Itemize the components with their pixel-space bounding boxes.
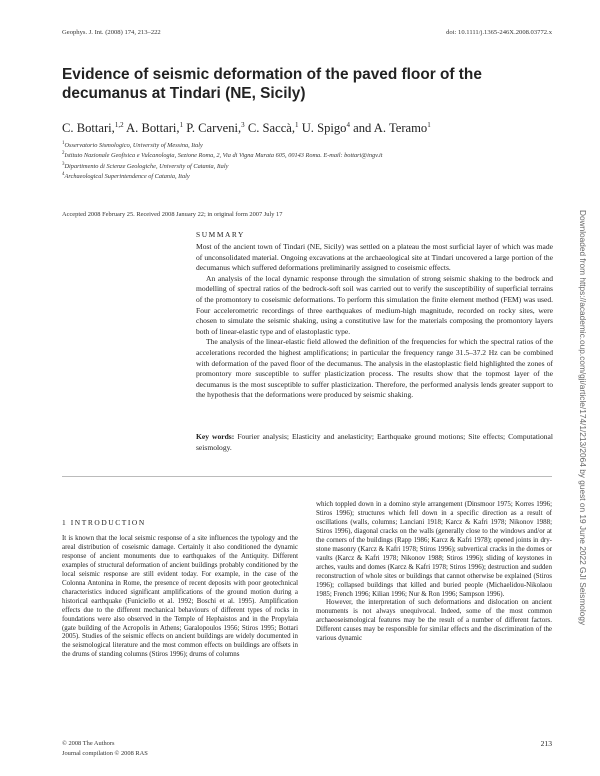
submission-history: Accepted 2008 February 25. Received 2008 January 22; in original form 2007 July 17	[62, 211, 283, 218]
author-list	[62, 121, 431, 136]
journal-section-mark: GJI Seismology	[578, 567, 588, 626]
download-watermark-text: Downloaded from https://academic.oup.com/gji/article/174/1/213/2064 by guest on 19 June 2022	[578, 210, 588, 565]
copyright-footer	[62, 739, 148, 758]
keywords	[196, 432, 553, 453]
author: and A. Teramo$^1$	[353, 121, 431, 136]
affiliation: $^3$Dipartimento di Scienze Geologiche, University of Catania, Italy	[62, 161, 229, 170]
affiliation: $^4$Archaeological Superintendence of Catania, Italy	[62, 171, 190, 180]
body-column-right	[316, 500, 552, 643]
copyright-line: © 2008 The Authors	[62, 740, 115, 747]
body-paragraph: which toppled down in a domino style arrangement (Dinsmoor 1975; Korres 1996; Stiros 1996); structures which fell down in a specific direction as a result of oscillations (walls, columns; Lanciani 1918; Karcz & Kafri 1978; Nikonov 1988; Stiros 1996), diagonal cracks on the walls (generally close to the windows and/or at the corners of the buildings (Rapp 1986; Karcz & Kafri 1978); opened joints in dry-stone masonry (Karcz & Kafri 1978; Stiros 1996); subvertical cracks in the domes or vaults (Karcz & Kafri 1978; Nikonov 1988; Stiros 1996); sliding of keystones in arches, vaults and domes (Karcz & Kafri 1978; Stiros 1996); destruction and sudden reconstruction of whole sites or buildings that cannot otherwise be explained (Stiros 1996); collapsed buildings that killed and buried people (Michaelidou-Nikolaou 1985; French 1996; Kilian 1996; Nur & Ron 1996; Sampson 1996).	[316, 500, 553, 598]
author: C. Bottari,$^{1,2}$	[62, 121, 124, 136]
keywords-label: Key words:	[196, 432, 235, 441]
section-divider	[62, 476, 552, 477]
article-title: Evidence of seismic deformation of the paved floor of the decumanus at Tindari (NE, Sicily)	[62, 66, 482, 102]
summary-paragraph: An analysis of the local dynamic response through the simulation of strong seismic shaking to the bedrock and modelling of spectral ratios of the bedrock-soft soil was carried out to verify the susceptibility of superficial terrains of the promontory to coseismic deformations. To perform this simulation the finite element method (FEM) was used. Four accelerometric recordings of three earthquakes of medium-high magnitude, recorded on rocky sites, were chosen to simulate the seismic shaking, using a constitutive law for the materials composing the promontory layers both of linear-elastic type and of elastoplastic type.	[196, 273, 553, 336]
copyright-line: Journal compilation © 2008 RAS	[62, 749, 148, 757]
page-number: 213	[540, 739, 552, 748]
affiliation: $^1$Osservatorio Sismologico, University of Messina, Italy	[62, 141, 203, 150]
body-column-left	[62, 534, 298, 659]
summary-paragraph: The analysis of the linear-elastic field allowed the definition of the frequencies for which the spectral ratios of the accelerations recorded the highest amplifications; in particular the frequency range 31.5–37.2 Hz can be combined with deformation of the paved floor of the decumanus. The analysis in the elastoplastic field highlighted the zones of promontory more susceptible to suffer plasticization process. The results show that the topmost layer of the decumanus is the most susceptible to suffer plasticization. Therefore, the performed analysis lends greater support to the hypothesis that the deformations were produced by seismic shaking.	[196, 337, 553, 400]
body-paragraph: It is known that the local seismic response of a site influences the typology and the areal distribution of coseismic damage. Certainly it also conditioned the dynamic response of ancient monuments due to earthquakes of the Antiquity. Different examples of structural deformation of ancient buildings probably conditioned by the local seismic response are still evident today. For example, in the case of the Colonna Antonina in Rome, the presence of recent deposits with poor geotechnical characteristics induced significant amplifications of the ground motion during a historical earthquake (Funiciello et al. 1992; Boschi et al. 1995). Amplification effects due to the different mechanical behaviours of different types of rocks in foundations were also observed in the Temple of Hephaistos and in the Propylaia (gate building of the Acropolis in Athens; Garalopoulos 1956; Stiros 1995; Bottari 2005). Studies of the seismic effects on ancient buildings are widely documented in the seismological literature and the most common effects on buildings are offsets in the drums of standing columns (Stiros 1996); drums of columns	[62, 534, 298, 659]
keywords-text: Fourier analysis; Elasticity and anelasticity; Earthquake ground motions; Site effects; Computational seismology.	[196, 432, 554, 452]
download-watermark	[568, 210, 588, 770]
author: A. Bottari,$^1$	[126, 121, 184, 136]
author: C. Saccà,$^1$	[247, 121, 299, 136]
body-paragraph: However, the interpretation of such deformations and dislocation on ancient monuments is not always unequivocal. Indeed, some of the most common archaeoseismological features may be the result of a number of different factors. Different causes may be responsible for similar effects and the discrimination of the various dynamic	[316, 598, 552, 643]
summary-body	[196, 242, 553, 401]
author: U. Spigo$^4$	[301, 121, 350, 136]
introduction-heading: 1 INTRODUCTION	[62, 518, 146, 527]
summary-heading: SUMMARY	[196, 230, 245, 239]
running-header-doi: doi: 10.1111/j.1365-246X.2008.03772.x	[446, 29, 552, 36]
summary-paragraph: Most of the ancient town of Tindari (NE, Sicily) was settled on a plateau the most surficial layer of which was made of unconsolidated material. Ongoing excavations at the archaeological site at Tindari uncovered a large portion of the decumanus which suffered deformations preliminarily assigned to coseismic effects.	[196, 242, 553, 273]
author: P. Carveni,$^3$	[186, 121, 245, 136]
running-header-citation: Geophys. J. Int. (2008) 174, 213–222	[62, 29, 161, 36]
affiliation-list	[62, 140, 383, 181]
affiliation: $^2$Istituto Nazionale Geofisica e Vulcanologia, Sezione Roma, 2, Via di Vigna Murata 605, 00143 Roma. E-mail: bottari@ingv.it	[62, 151, 383, 160]
